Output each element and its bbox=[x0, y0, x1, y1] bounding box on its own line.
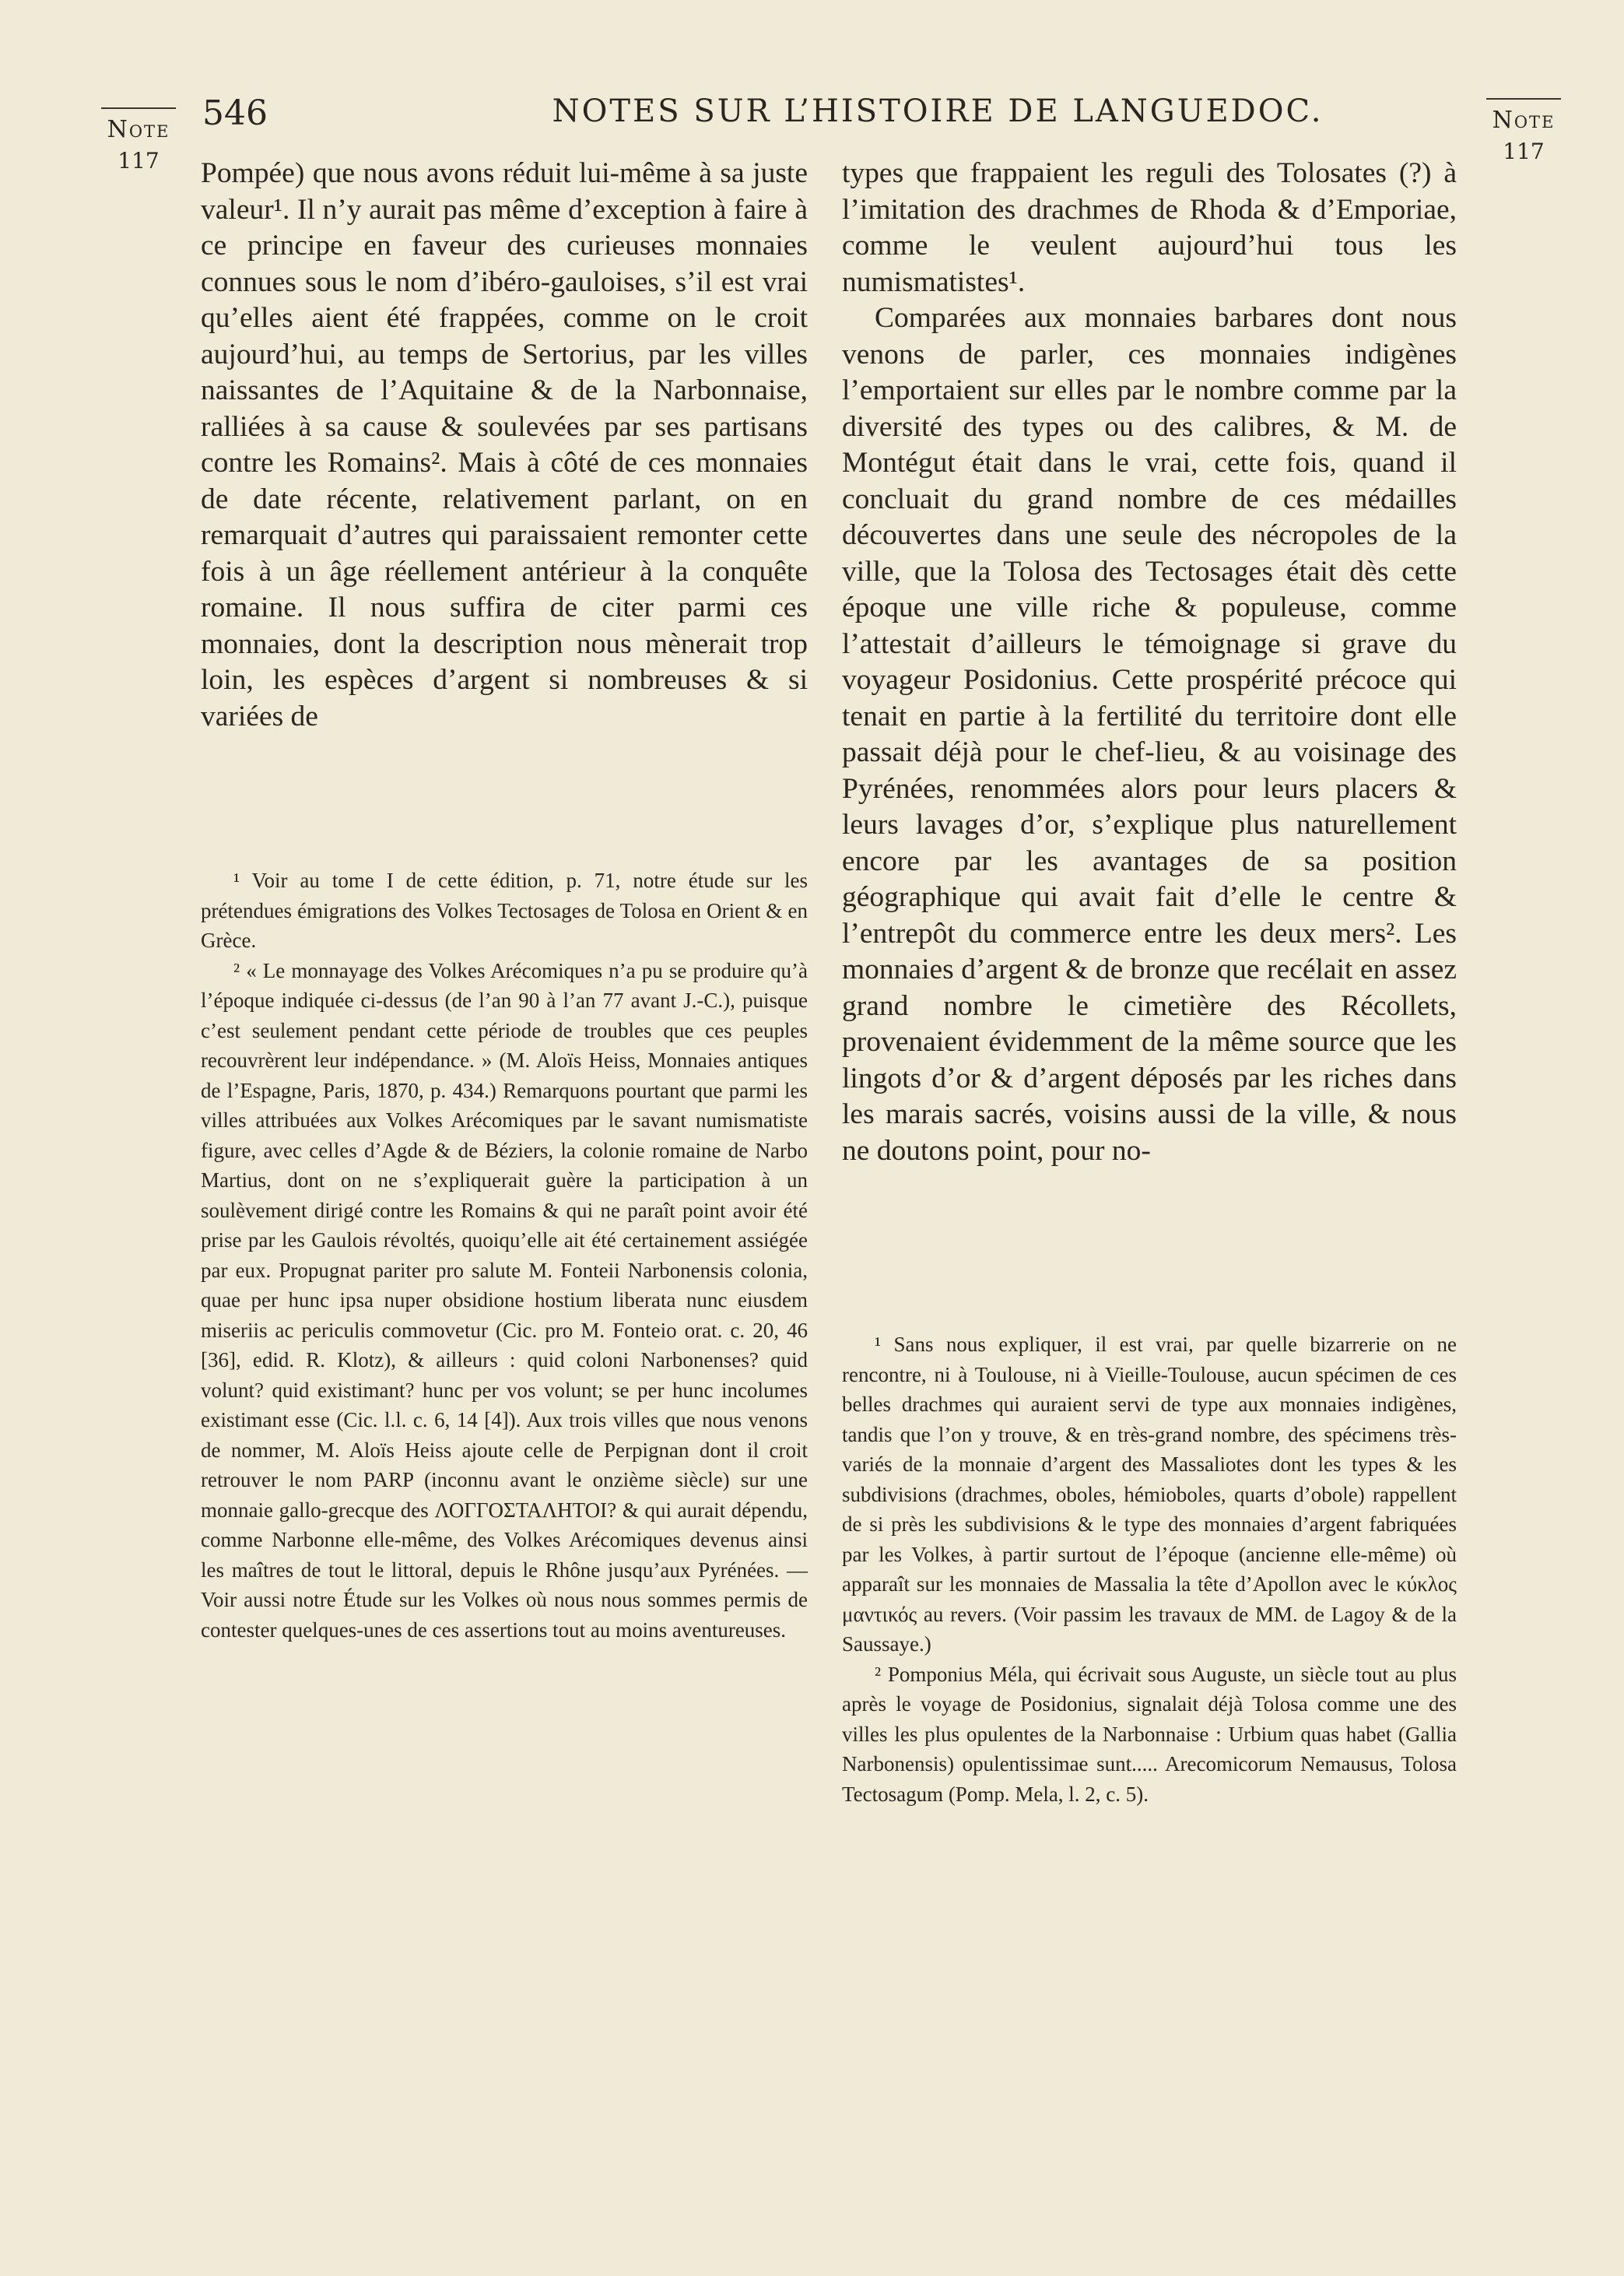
right-column-body bbox=[842, 156, 1457, 1169]
margin-note-label: Note bbox=[107, 116, 170, 143]
left-column-body bbox=[201, 156, 808, 735]
body-paragraph: types que frappaient les reguli des Tolosates (?) à l’imitation des drachmes de Rhoda & d’Emporiae, comme le veulent aujourd’hui tous les numismatistes¹. bbox=[842, 157, 1457, 298]
footnote-2: ² « Le monnayage des Volkes Arécomiques n’a pu se produire qu’à l’époque indiquée ci-dessus (de l’an 90 à l’an 77 avant J.-C.), puisque c’est seulement pendant cette période de troubles que ces peuples recouvrèrent leur indépendance. » (M. Aloïs Heiss, Monnaies antiques de l’Espagne, Paris, 1870, p. 434.) Remarquons pourtant que parmi les villes attribuées aux Volkes Arécomiques par le savant numismatiste figure, avec celles d’Agde & de Béziers, la colonie romaine de Narbo Martius, dont on ne s’expliquerait guère la participation à un soulèvement dirigé contre les Romains & qui ne paraît point avoir été prise par les Gaulois révoltés, quoiqu’elle ait été certainement assiégée par eux. Propugnat pariter pro salute M. Fonteii Narbonensis colonia, quae per hunc ipsa nuper obsidione hostium liberata nunc eiusdem miseriis ac periculis commovetur (Cic. pro M. Fonteio orat. c. 20, 46 [36], edid. R. Klotz), & ailleurs : quid coloni Narbonenses? quid volunt? quid existimant? hunc per vos volunt; se per hunc incolumes existimant esse (Cic. l.l. c. 6, 14 [4]). Aux trois villes que nous venons de nommer, M. Aloïs Heiss ajoute celle de Perpignan dont il croit retrouver le nom PARP (inconnu avant le onzième siècle) sur une monnaie gallo-grecque des ΛΟΓΓΟΣΤΑΛΗΤΟΙ? & qui aurait dépendu, comme Narbonne elle-même, des Volkes Arécomiques devenus ainsi les maîtres de tout le littoral, depuis le Rhône jusqu’aux Pyrénées. — Voir aussi notre Étude sur les Volkes où nous nous sommes permis de contester quelques-unes de ces assertions tout au moins aventureuses. bbox=[201, 958, 808, 1642]
running-title: NOTES SUR L’HISTOIRE DE LANGUEDOC. bbox=[552, 93, 1324, 129]
margin-note-right bbox=[1486, 98, 1561, 165]
footnote-1: ¹ Voir au tome I de cette édition, p. 71, notre étude sur les prétendues émigrations des Volkes Tectosages de Tolosa en Orient & en Grèce. bbox=[201, 869, 808, 952]
left-column-footnotes bbox=[201, 866, 808, 1645]
margin-note-label: Note bbox=[1492, 107, 1556, 134]
margin-note-number: 117 bbox=[1503, 139, 1545, 164]
margin-note-number: 117 bbox=[118, 148, 160, 174]
page-number: 546 bbox=[202, 93, 268, 133]
page-header bbox=[195, 87, 1463, 142]
body-paragraph: Pompée) que nous avons réduit lui-même à sa juste valeur¹. Il n’y aurait pas même d’exception à faire à ce principe en faveur des curieuses monnaies connues sous le nom d’ibéro-gauloises, s’il est vrai qu’elles aient été frappées, comme on le croit aujourd’hui, au temps de Sertorius, par les villes naissantes de l’Aquitaine & de la Narbonnaise, ralliées à sa cause & soulevées par ses partisans contre les Romains². Mais à côté de ces monnaies de date récente, relativement parlant, on en remarquait d’autres qui paraissaient remonter cette fois à un âge réellement antérieur à la conquête romaine. Il nous suffira de citer parmi ces monnaies, dont la description nous mènerait trop loin, les espèces d’argent si nombreuses & si variées de bbox=[201, 157, 808, 732]
footnote-2: ² Pomponius Méla, qui écrivait sous Auguste, un siècle tout au plus après le voyage de Posidonius, signalait déjà Tolosa comme une des villes les plus opulentes de la Narbonnaise : Urbium quas habet (Gallia Narbonensis) opulentissimae sunt..... Arecomicorum Nemausus, Tolosa Tectosagum (Pomp. Mela, l. 2, c. 5). bbox=[842, 1662, 1457, 1806]
margin-note-left bbox=[101, 107, 176, 174]
footnote-1: ¹ Sans nous expliquer, il est vrai, par quelle bizarrerie on ne rencontre, ni à Toulouse, ni à Vieille-Toulouse, aucun spécimen de ces belles drachmes qui auraient servi de type aux monnaies indigènes, tandis que l’on y trouve, & en très-grand nombre, des spécimens très-variés de la monnaie d’argent des Massaliotes dont les types & les subdivisions (drachmes, oboles, hémioboles, quarts d’obole) rappellent de si près les subdivisions & le type des monnaies d’argent fabriquées par les Volkes, à partir surtout de l’époque (ancienne elle-même) où apparaît sur les monnaies de Massalia la tête d’Apollon avec le κύκλος μαντικός au revers. (Voir passim les travaux de MM. de Lagoy & de la Saussaye.) bbox=[842, 1333, 1457, 1656]
margin-rule bbox=[1486, 98, 1561, 100]
margin-rule bbox=[101, 107, 176, 109]
right-column-footnotes bbox=[842, 1329, 1457, 1809]
body-paragraph: Comparées aux monnaies barbares dont nous venons de parler, ces monnaies indigènes l’emportaient sur elles par le nombre comme par la diversité des types ou des calibres, & M. de Montégut était dans le vrai, cette fois, quand il concluait du grand nombre de ces médailles découvertes dans une seule des nécropoles de la ville, que la Tolosa des Tectosages était dès cette époque une ville riche & populeuse, comme l’attestait d’ailleurs le témoignage si grave du voyageur Posidonius. Cette prospérité précoce qui tenait en partie à la fertilité du territoire dont elle passait déjà pour le chef-lieu, & au voisinage des Pyrénées, renommées alors pour leurs placers & leurs lavages d’or, s’explique plus naturellement encore par les avantages de sa position géographique qui avait fait d’elle le centre & l’entrepôt du commerce entre les deux mers². Les monnaies d’argent & de bronze que recélait en assez grand nombre le cimetière des Récollets, provenaient évidemment de la même source que les lingots d’or & d’argent déposés par les riches dans les marais sacrés, voisins aussi de la ville, & nous ne doutons point, pour no- bbox=[842, 302, 1457, 1167]
